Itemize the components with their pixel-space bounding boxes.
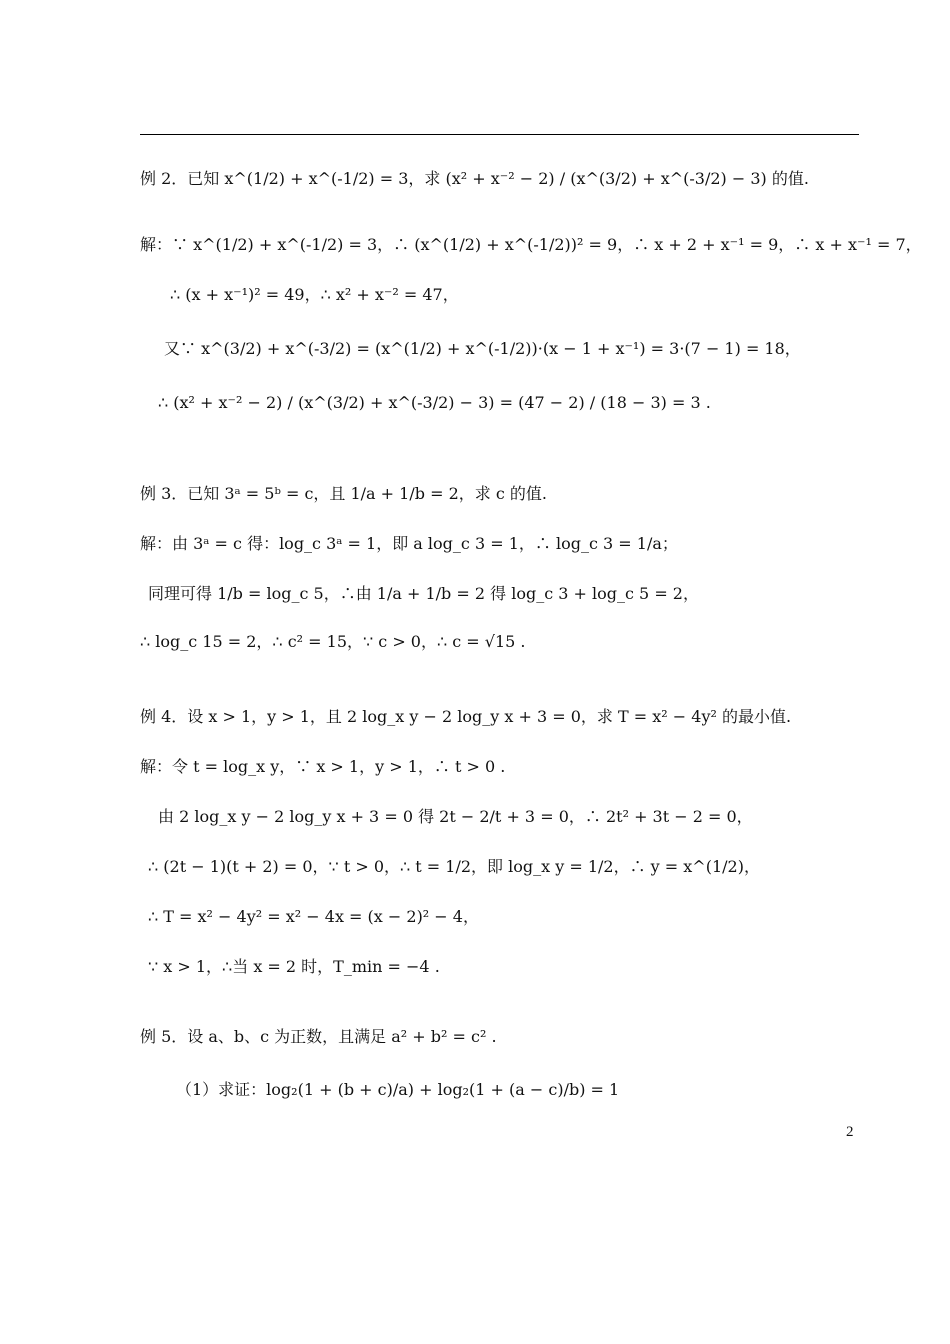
text-line: ∵ x > 1，∴当 x = 2 时，T_min = −4 . [148,957,440,976]
text-line: （1）求证：log₂(1 + (b + c)/a) + log₂(1 + (a − c)/b) = 1 [176,1080,620,1099]
text-line: 解：由 3ᵃ = c 得：log_c 3ᵃ = 1，即 a log_c 3 = 1，∴ log_c 3 = 1/a； [140,534,678,553]
text-line: 又∵ x^(3/2) + x^(-3/2) = (x^(1/2) + x^(-1/2))·(x − 1 + x⁻¹) = 3·(7 − 1) = 18， [164,339,801,358]
text-line: 解：∵ x^(1/2) + x^(-1/2) = 3，∴ (x^(1/2) + x^(-1/2))² = 9，∴ x + 2 + x⁻¹ = 9，∴ x + x⁻¹ = 7， [140,235,922,254]
text-line: 同理可得 1/b = log_c 5，∴由 1/a + 1/b = 2 得 log_c 3 + log_c 5 = 2， [148,584,699,603]
text-line: 例 5．设 a、b、c 为正数，且满足 a² + b² = c² . [140,1027,497,1046]
text-line: 例 3．已知 3ᵃ = 5ᵇ = c，且 1/a + 1/b = 2，求 c 的值. [140,484,547,503]
text-line: ∴ T = x² − 4y² = x² − 4x = (x − 2)² − 4， [148,907,479,926]
text-line: 例 4．设 x > 1，y > 1，且 2 log_x y − 2 log_y x + 3 = 0，求 T = x² − 4y² 的最小值. [140,707,792,726]
text-line: 例 2．已知 x^(1/2) + x^(-1/2) = 3，求 (x² + x⁻² − 2) / (x^(3/2) + x^(-3/2) − 3) 的值. [140,169,809,188]
header-rule [140,134,859,135]
text-line: ∴ log_c 15 = 2，∴ c² = 15，∵ c > 0，∴ c = √15 . [140,632,526,651]
text-line: 由 2 log_x y − 2 log_y x + 3 = 0 得 2t − 2/t + 3 = 0，∴ 2t² + 3t − 2 = 0， [158,807,753,826]
page-number: 2 [846,1124,854,1140]
text-line: ∴ (x² + x⁻² − 2) / (x^(3/2) + x^(-3/2) − 3) = (47 − 2) / (18 − 3) = 3 . [158,393,711,412]
text-line: 解：令 t = log_x y，∵ x > 1，y > 1，∴ t > 0 . [140,757,506,776]
text-line: ∴ (2t − 1)(t + 2) = 0，∵ t > 0，∴ t = 1/2，即 log_x y = 1/2，∴ y = x^(1/2)， [148,857,760,876]
text-line: ∴ (x + x⁻¹)² = 49，∴ x² + x⁻² = 47， [170,285,459,304]
